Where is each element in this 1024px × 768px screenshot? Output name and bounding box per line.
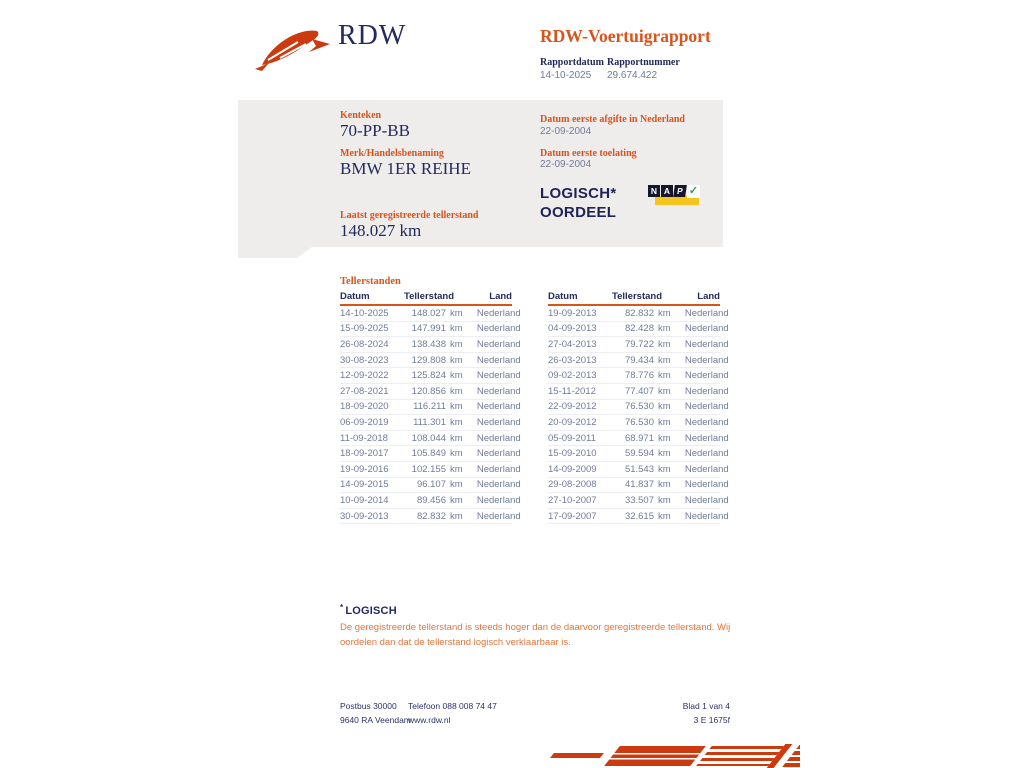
cell-datum: 15-11-2012 — [548, 385, 596, 397]
cell-datum: 11-09-2018 — [340, 432, 388, 444]
cell-land: Nederland — [684, 307, 729, 319]
footer-website-link[interactable]: www.rdw.nl — [408, 715, 451, 725]
table-row — [548, 353, 729, 369]
table-row — [548, 400, 729, 416]
cell-land: Nederland — [476, 354, 521, 366]
table-row — [548, 431, 729, 447]
cell-tellerstand: 125.824 km — [411, 370, 463, 382]
cell-datum: 30-09-2013 — [340, 510, 389, 522]
cell-land: Nederland — [476, 416, 521, 428]
rdw-stripe-pattern — [538, 744, 800, 768]
cell-tellerstand: 138.438 km — [411, 338, 463, 350]
nap-letter-n: N — [648, 185, 660, 197]
cell-datum: 10-09-2014 — [340, 494, 389, 506]
table-row — [548, 462, 729, 478]
nap-logo — [648, 185, 700, 209]
cell-datum: 06-09-2019 — [340, 416, 389, 428]
cell-tellerstand: 96.107 km — [416, 479, 463, 491]
cell-datum: 15-09-2010 — [548, 448, 597, 460]
cell-datum: 19-09-2016 — [340, 463, 389, 475]
kenteken-value: 70-PP-BB — [340, 121, 410, 140]
cell-datum: 14-10-2025 — [340, 307, 389, 319]
cell-tellerstand: 33.507 km — [624, 494, 671, 506]
col-tellerstand: Tellerstand — [404, 291, 454, 302]
footnote-heading — [340, 603, 397, 617]
cell-datum: 29-08-2008 — [548, 479, 597, 491]
table-row — [340, 431, 521, 447]
cell-datum: 18-09-2020 — [340, 401, 389, 413]
cell-tellerstand: 68.971 km — [624, 432, 671, 444]
cell-land: Nederland — [476, 432, 521, 444]
cell-tellerstand: 82.832 km — [416, 510, 463, 522]
panel-corner-tab — [238, 247, 312, 258]
table-row — [548, 446, 729, 462]
cell-land: Nederland — [476, 448, 521, 460]
cell-tellerstand: 76.530 km — [624, 416, 671, 428]
cell-tellerstand: 102.155 km — [411, 463, 463, 475]
table-row — [340, 384, 521, 400]
table-row — [548, 493, 729, 509]
table-row — [548, 509, 729, 525]
nap-letter-a: A — [661, 185, 673, 197]
cell-tellerstand: 120.856 km — [411, 385, 463, 397]
cell-land: Nederland — [684, 385, 729, 397]
table-row — [340, 353, 521, 369]
cell-land: Nederland — [684, 401, 729, 413]
cell-land: Nederland — [476, 338, 521, 350]
cell-tellerstand: 148.027 km — [411, 307, 463, 319]
footer-page-indicator: Blad 1 van 4 — [682, 701, 730, 711]
check-icon: ✓ — [688, 185, 699, 197]
oordeel-line1: LOGISCH* — [540, 185, 617, 202]
table-row — [340, 478, 521, 494]
col-land: Land — [489, 291, 512, 302]
oordeel-line2: OORDEEL — [540, 204, 617, 221]
table-row — [340, 446, 521, 462]
table-row — [340, 322, 521, 338]
table-row — [548, 384, 729, 400]
table-header — [548, 290, 720, 306]
cell-datum: 18-09-2017 — [340, 448, 389, 460]
table-row — [340, 462, 521, 478]
cell-datum: 15-09-2025 — [340, 323, 389, 335]
cell-datum: 30-08-2023 — [340, 354, 389, 366]
cell-land: Nederland — [476, 401, 521, 413]
table-row — [340, 306, 521, 322]
cell-tellerstand: 116.211 km — [413, 401, 463, 413]
footer-address-line2: 9640 RA Veendam — [340, 715, 411, 725]
footnote-text: De geregistreerde tellerstand is steeds hoger dan de daarvoor geregistreerde tellerstand. Wij oordelen dan dat de tellerstand logisch verklaarbaar is. — [340, 622, 731, 648]
table-row — [340, 368, 521, 384]
cell-datum: 04-09-2013 — [548, 323, 597, 335]
cell-datum: 14-09-2015 — [340, 479, 389, 491]
table-row — [548, 337, 729, 353]
report-number-label: Rapportnummer — [607, 57, 680, 68]
table-row — [340, 509, 521, 525]
cell-land: Nederland — [476, 463, 521, 475]
table-row — [340, 493, 521, 509]
afgifte-label: Datum eerste afgifte in Nederland — [540, 114, 685, 125]
table-row — [548, 322, 729, 338]
cell-datum: 17-09-2007 — [548, 510, 597, 522]
cell-land: Nederland — [476, 323, 521, 335]
cell-datum: 09-02-2013 — [548, 370, 597, 382]
cell-land: Nederland — [684, 416, 729, 428]
cell-tellerstand: 108.044 km — [411, 432, 463, 444]
cell-tellerstand: 77.407 km — [624, 385, 671, 397]
table-header — [340, 290, 512, 306]
cell-land: Nederland — [684, 479, 729, 491]
cell-land: Nederland — [684, 494, 729, 506]
cell-tellerstand: 78.776 km — [624, 370, 671, 382]
cell-land: Nederland — [684, 370, 729, 382]
toelating-value: 22-09-2004 — [540, 159, 592, 170]
cell-datum: 27-10-2007 — [548, 494, 597, 506]
tellerstanden-heading: Tellerstanden — [340, 276, 401, 287]
cell-tellerstand: 147.991 km — [411, 323, 463, 335]
cell-land: Nederland — [684, 354, 729, 366]
rdw-bird-logo-icon — [254, 22, 334, 72]
table-row — [548, 368, 729, 384]
cell-tellerstand: 82.832 km — [624, 307, 671, 319]
nap-letter-p: P — [673, 185, 687, 197]
cell-land: Nederland — [476, 385, 521, 397]
cell-tellerstand: 105.849 km — [411, 448, 463, 460]
cell-land: Nederland — [684, 338, 729, 350]
cell-tellerstand: 59.594 km — [624, 448, 671, 460]
cell-tellerstand: 76.530 km — [624, 401, 671, 413]
col-datum: Datum — [548, 291, 578, 302]
cell-land: Nederland — [684, 448, 729, 460]
cell-datum: 26-03-2013 — [548, 354, 597, 366]
cell-tellerstand: 51.543 km — [624, 463, 671, 475]
cell-datum: 27-04-2013 — [548, 338, 597, 350]
footnote-heading-text: LOGISCH — [345, 605, 397, 617]
cell-tellerstand: 79.722 km — [624, 338, 671, 350]
cell-tellerstand: 82.428 km — [624, 323, 671, 335]
footer-phone: Telefoon 088 008 74 47 — [408, 701, 497, 711]
table-row — [340, 415, 521, 431]
page-title: RDW-Voertuigrapport — [540, 26, 711, 46]
toelating-label: Datum eerste toelating — [540, 148, 637, 159]
cell-datum: 27-08-2021 — [340, 385, 389, 397]
table-row — [548, 478, 729, 494]
merk-label: Merk/Handelsbenaming — [340, 148, 444, 159]
cell-land: Nederland — [476, 479, 521, 491]
tellerstanden-table-left — [340, 290, 521, 524]
cell-tellerstand: 79.434 km — [624, 354, 671, 366]
report-date-value: 14-10-2025 — [540, 70, 592, 81]
col-land: Land — [697, 291, 720, 302]
cell-land: Nederland — [476, 510, 521, 522]
cell-datum: 22-09-2012 — [548, 401, 597, 413]
pattern-block — [604, 746, 706, 766]
cell-land: Nederland — [476, 494, 521, 506]
table-row — [340, 337, 521, 353]
col-datum: Datum — [340, 291, 370, 302]
cell-datum: 19-09-2013 — [548, 307, 597, 319]
cell-datum: 05-09-2011 — [548, 432, 596, 444]
footer-form-code: 3 E 1675f — [693, 715, 730, 725]
table-row — [548, 415, 729, 431]
cell-tellerstand: 111.301 km — [413, 416, 463, 428]
cell-tellerstand: 129.808 km — [411, 354, 463, 366]
tellerstanden-table-right — [548, 290, 729, 524]
afgifte-value: 22-09-2004 — [540, 126, 592, 137]
cell-land: Nederland — [684, 463, 729, 475]
report-date-label: Rapportdatum — [540, 57, 604, 68]
cell-datum: 12-09-2022 — [340, 370, 389, 382]
cell-land: Nederland — [476, 307, 521, 319]
cell-tellerstand: 89.456 km — [416, 494, 463, 506]
laatste-tellerstand-label: Laatst geregistreerde tellerstand — [340, 210, 479, 221]
footnote-asterisk: * — [340, 603, 344, 612]
footer-address-line1: Postbus 30000 — [340, 701, 397, 711]
kenteken-label: Kenteken — [340, 110, 382, 121]
rdw-wordmark: RDW — [338, 20, 407, 51]
col-tellerstand: Tellerstand — [612, 291, 662, 302]
laatste-tellerstand-value: 148.027 km — [340, 221, 422, 240]
cell-datum: 26-08-2024 — [340, 338, 389, 350]
cell-land: Nederland — [684, 323, 729, 335]
table-row — [340, 400, 521, 416]
cell-land: Nederland — [684, 510, 729, 522]
cell-tellerstand: 32.615 km — [624, 510, 671, 522]
cell-land: Nederland — [684, 432, 729, 444]
cell-datum: 20-09-2012 — [548, 416, 597, 428]
merk-value: BMW 1ER REIHE — [340, 159, 471, 178]
oordeel-badge — [540, 184, 617, 222]
cell-land: Nederland — [476, 370, 521, 382]
cell-datum: 14-09-2009 — [548, 463, 597, 475]
table-row — [548, 306, 729, 322]
pattern-bar — [550, 753, 604, 758]
report-number-value: 29.674.422 — [607, 70, 658, 81]
cell-tellerstand: 41.837 km — [624, 479, 671, 491]
